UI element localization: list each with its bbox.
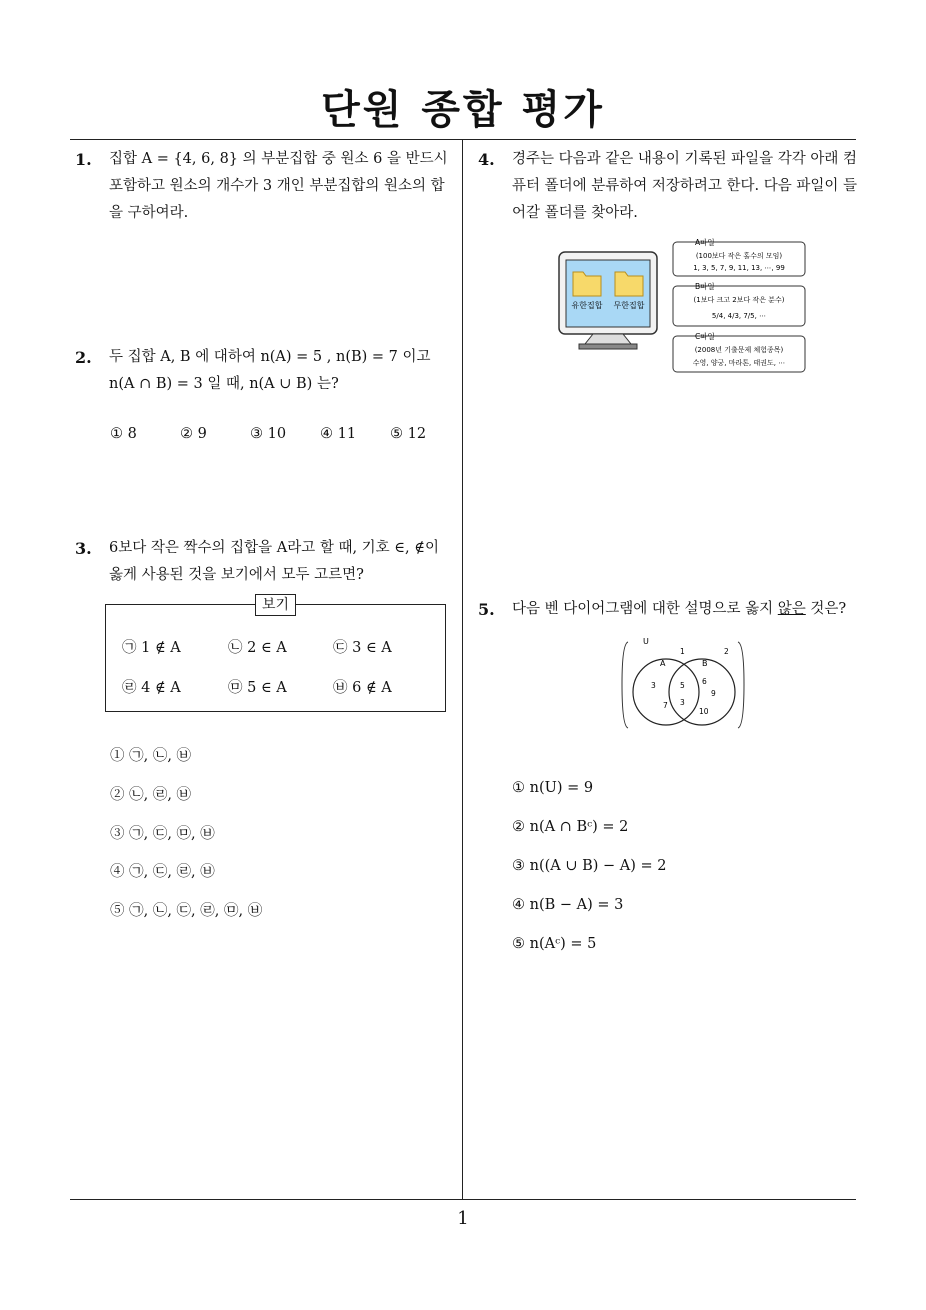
choice-4[interactable]: ④ ㉠, ㉢, ㉣, ㉥ <box>110 864 215 880</box>
question-3 <box>75 535 457 589</box>
choice-5[interactable]: ⑤ n(Aᶜ) = 5 <box>512 936 597 952</box>
choice-2[interactable]: ② ㉡, ㉣, ㉥ <box>110 787 192 803</box>
file-content: 5/4, 4/3, 7/5, ⋯ <box>711 312 767 320</box>
choice-1[interactable]: ① 8 <box>110 426 137 442</box>
top-rule <box>70 139 856 140</box>
question-text: 경주는 다음과 같은 내용이 기록된 파일을 각각 아래 컴퓨터 폴더에 분류하여 저장하려고 한다. 다음 파일이 들어갈 폴더를 찾아라. <box>512 151 858 221</box>
question-number: 3. <box>75 539 92 558</box>
choice-1[interactable]: ① ㉠, ㉡, ㉥ <box>110 748 192 764</box>
folder-label: 무한집합 <box>613 301 645 310</box>
file-description: (2008년 기출문제 체험종목) <box>694 346 784 354</box>
bottom-rule <box>70 1199 856 1200</box>
example-item: ㉤ 5 ∈ A <box>228 680 287 696</box>
venn-element: 3 <box>651 681 656 690</box>
file-card-c <box>673 331 805 372</box>
file-description: (1보다 크고 2보다 작은 분수) <box>693 296 785 304</box>
question-5 <box>478 596 878 623</box>
choice-2[interactable]: ② 9 <box>180 426 207 442</box>
choice-5[interactable]: ⑤ ㉠, ㉡, ㉢, ㉣, ㉤, ㉥ <box>110 903 263 919</box>
question-text: 다음 벤 다이어그램에 대한 설명으로 옳지 않은 것은? <box>512 601 847 617</box>
file-content: 1, 3, 5, 7, 9, 11, 13, ⋯, 99 <box>693 264 785 272</box>
folder-icon <box>573 272 601 296</box>
question-number: 4. <box>478 150 495 169</box>
venn-element: 3 <box>680 698 685 707</box>
example-box-label: 보기 <box>255 594 296 616</box>
venn-element: 2 <box>724 647 729 656</box>
file-card-b <box>673 281 805 326</box>
choice-2[interactable]: ② n(A ∩ Bᶜ) = 2 <box>512 819 629 835</box>
page-title: 단원 종합 평가 <box>321 87 605 133</box>
question-4 <box>478 146 860 227</box>
venn-element: 1 <box>680 647 685 656</box>
choice-3[interactable]: ③ 10 <box>250 426 287 442</box>
computer-folder-illustration <box>555 236 810 376</box>
question-2 <box>75 344 457 398</box>
venn-label: A <box>660 659 666 668</box>
choice-3[interactable]: ③ ㉠, ㉢, ㉤, ㉥ <box>110 826 215 842</box>
choice-5[interactable]: ⑤ 12 <box>390 426 427 442</box>
file-content: 수영, 양궁, 마라톤, 태권도, ⋯ <box>692 359 786 367</box>
question-1 <box>75 146 457 227</box>
column-divider <box>462 140 463 1200</box>
choice-1[interactable]: ① n(U) = 9 <box>512 780 594 796</box>
emphasis-underline: 않은 <box>777 601 806 617</box>
choice-4[interactable]: ④ n(B − A) = 3 <box>512 897 624 913</box>
venn-element: 10 <box>699 707 709 716</box>
venn-element: 5 <box>680 681 685 690</box>
folder-icon <box>615 272 643 296</box>
file-name: C파일 <box>695 332 715 341</box>
question-number: 5. <box>478 600 495 619</box>
example-item: ㉠ 1 ∉ A <box>122 640 181 656</box>
venn-label: B <box>702 659 708 668</box>
question-text: 집합 A = {4, 6, 8} 의 부분집합 중 원소 6 을 반드시 포함하고 원소의 개수가 3 개인 부분집합의 원소의 합을 구하여라. <box>109 151 448 221</box>
example-item: ㉢ 3 ∈ A <box>333 640 392 656</box>
example-item: ㉣ 4 ∉ A <box>122 680 181 696</box>
question-text: 두 집합 A, B 에 대하여 n(A) = 5 , n(B) = 7 이고 n(A ∩ B) = 3 일 때, n(A ∪ B) 는? <box>109 349 431 392</box>
venn-diagram <box>620 634 750 734</box>
venn-element: 9 <box>711 689 716 698</box>
folder-label: 유한집합 <box>571 301 603 310</box>
question-number: 1. <box>75 150 92 169</box>
venn-element: 7 <box>663 701 668 710</box>
file-description: (100보다 작은 홀수의 모임) <box>695 252 783 260</box>
file-name: A파일 <box>695 238 715 247</box>
page-number: 1 <box>457 1208 469 1229</box>
question-number: 2. <box>75 348 92 367</box>
file-card-a <box>673 237 805 276</box>
venn-element: 6 <box>702 677 707 686</box>
venn-label: U <box>643 637 649 646</box>
example-item: ㉡ 2 ∈ A <box>228 640 287 656</box>
question-text: 6보다 작은 짝수의 집합을 A라고 할 때, 기호 ∈, ∉이 옳게 사용된 것을 보기에서 모두 고르면? <box>109 540 439 583</box>
file-name: B파일 <box>695 282 715 291</box>
set-a-circle <box>633 659 699 725</box>
choice-4[interactable]: ④ 11 <box>320 426 357 442</box>
choice-3[interactable]: ③ n((A ∪ B) − A) = 2 <box>512 858 667 874</box>
example-item: ㉥ 6 ∉ A <box>333 680 392 696</box>
